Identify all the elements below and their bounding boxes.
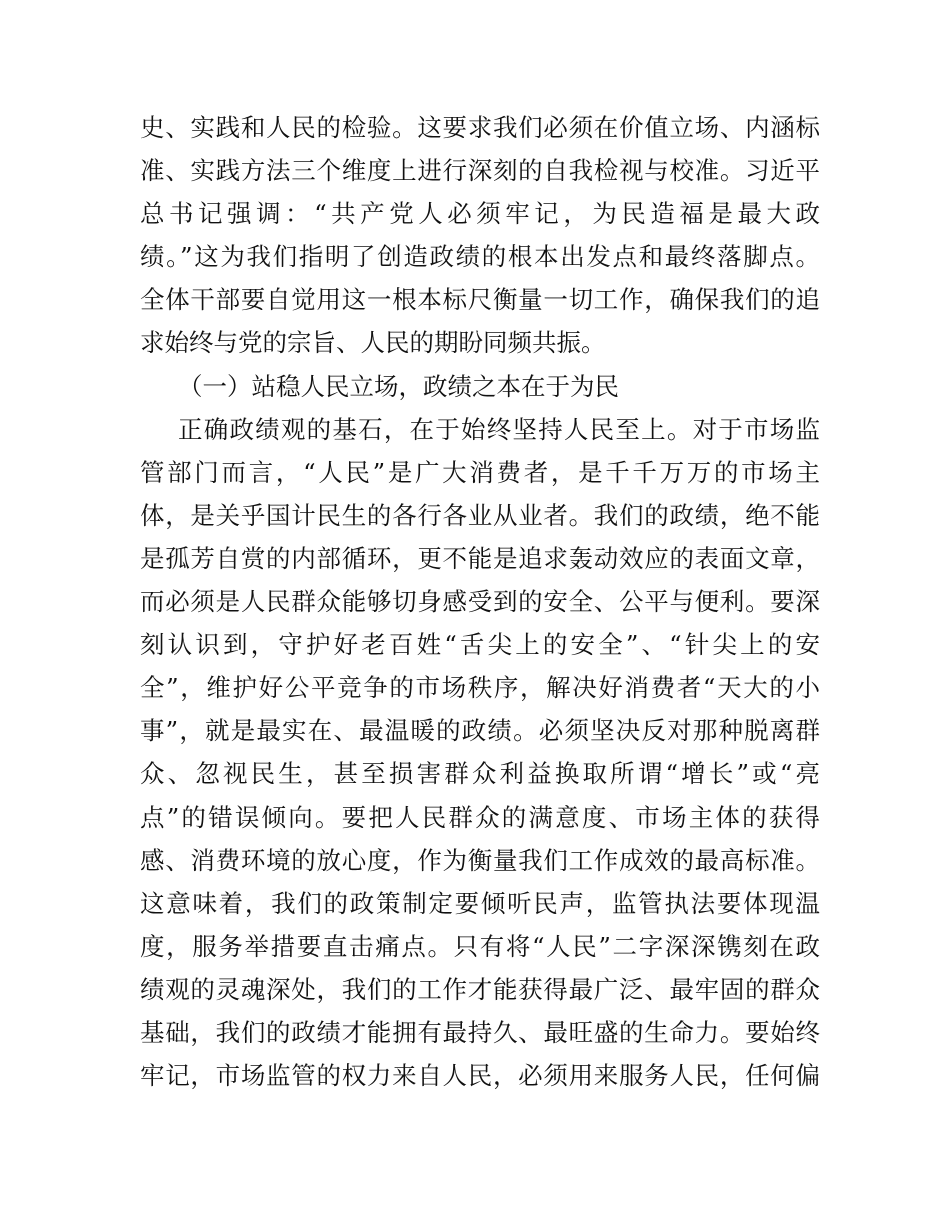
text-line: 准、实践方法三个维度上进行深刻的自我检视与校准。习近平 [140,156,820,186]
text-line: 牢记，市场监管的权力来自人民，必须用来服务人民，任何偏 [140,1061,820,1091]
text-line: 点”的错误倾向。要把人民群众的满意度、市场主体的获得 [140,802,820,832]
text-line: 刻认识到，守护好老百姓“舌尖上的安全”、“针尖上的安 [140,630,820,660]
text-line: 体，是关乎国计民生的各行各业从业者。我们的政绩，绝不能 [140,500,820,530]
text-line: 求始终与党的宗旨、人民的期盼同频共振。 [140,328,606,358]
text-line: 是孤芳自赏的内部循环，更不能是追求轰动效应的表面文章， [140,543,820,573]
text-line: 绩观的灵魂深处，我们的工作才能获得最广泛、最牢固的群众 [140,974,820,1004]
text-line: 度，服务举措要直击痛点。只有将“人民”二字深深镌刻在政 [140,931,820,961]
text-line: 正确政绩观的基石，在于始终坚持人民至上。对于市场监 [178,414,820,444]
text-line: 绩。”这为我们指明了创造政绩的根本出发点和最终落脚点。 [140,242,820,272]
text-line: 总书记强调：“共产党人必须牢记，为民造福是最大政 [140,199,820,229]
body-text [140,106,820,1097]
text-line: 感、消费环境的放心度，作为衡量我们工作成效的最高标准。 [140,845,820,875]
text-line: 众、忽视民生，甚至损害群众利益换取所谓“增长”或“亮 [140,759,820,789]
text-line: 而必须是人民群众能够切身感受到的安全、公平与便利。要深 [140,587,820,617]
text-line: 这意味着，我们的政策制定要倾听民声，监管执法要体现温 [140,888,820,918]
text-line: 事”，就是最实在、最温暖的政绩。必须坚决反对那种脱离群 [140,716,820,746]
text-line: 管部门而言，“人民”是广大消费者，是千千万万的市场主 [140,457,820,487]
text-line: 全”，维护好公平竞争的市场秩序，解决好消费者“天大的小 [140,673,820,703]
text-line: 全体干部要自觉用这一根本标尺衡量一切工作，确保我们的追 [140,285,820,315]
text-line: 史、实践和人民的检验。这要求我们必须在价值立场、内涵标 [140,113,820,142]
text-line: 基础，我们的政绩才能拥有最持久、最旺盛的生命力。要始终 [140,1017,820,1047]
section-heading: （一）站稳人民立场，政绩之本在于为民 [178,371,619,401]
